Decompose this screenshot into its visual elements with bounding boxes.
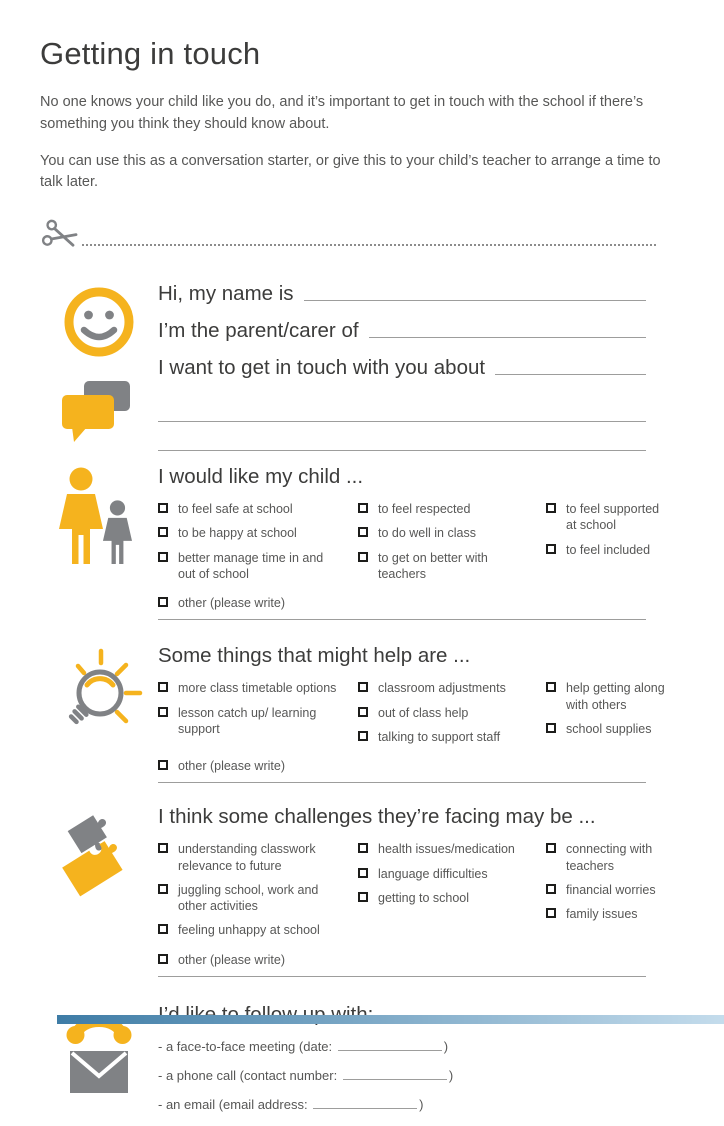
checkbox[interactable]	[358, 892, 368, 902]
followup-label: - a phone call (contact number:	[158, 1067, 341, 1083]
section-divider	[158, 976, 646, 977]
greeting-field-topic	[158, 356, 646, 380]
checkbox[interactable]	[158, 884, 168, 894]
dotted-cut-line	[82, 244, 656, 246]
checkbox-grid	[158, 501, 684, 590]
checkbox-option[interactable]	[358, 705, 546, 721]
checkbox-label: understanding classwork relevance to future	[178, 842, 316, 873]
extra-write-line-1[interactable]	[158, 393, 646, 422]
checkbox-column	[546, 501, 684, 590]
other-option-row	[158, 758, 684, 774]
checkbox-column	[358, 680, 546, 753]
followup-option	[158, 1097, 684, 1112]
challenges-section	[40, 805, 684, 977]
checkbox-grid	[158, 841, 684, 946]
checkbox[interactable]	[358, 682, 368, 692]
checkbox-grid	[158, 680, 684, 753]
section-heading: I would like my child ...	[158, 465, 364, 488]
checkbox-label: to do well in class	[378, 526, 476, 541]
parent-carer-write-line[interactable]	[369, 337, 646, 338]
intro-paragraph-2: You can use this as a conversation starter, or give this to your child’s teacher to arrange a time to talk later.	[40, 152, 661, 191]
checkbox-option[interactable]	[358, 866, 546, 882]
followup-suffix: )	[448, 1067, 454, 1083]
checkbox-label: to feel included	[566, 542, 651, 557]
checkbox-label: to feel supported at school	[566, 502, 660, 533]
checkbox[interactable]	[158, 707, 168, 717]
checkbox[interactable]	[358, 868, 368, 878]
checkbox[interactable]	[158, 682, 168, 692]
checkbox-option[interactable]	[158, 680, 358, 696]
checkbox-label: health issues/medication	[378, 842, 515, 857]
checkbox-column	[158, 501, 358, 590]
puzzle-pieces-icon	[40, 805, 158, 977]
checkbox-label: school supplies	[566, 721, 652, 736]
checkbox-column	[546, 841, 684, 946]
topic-write-line[interactable]	[495, 374, 646, 375]
followup-suffix: )	[443, 1038, 449, 1054]
checkbox[interactable]	[158, 843, 168, 853]
checkbox-label: connecting with teachers	[566, 842, 653, 873]
scissors-icon	[42, 220, 80, 259]
followup-label: - an email (email address:	[158, 1096, 312, 1112]
checkbox[interactable]	[546, 682, 556, 692]
checkbox[interactable]	[358, 843, 368, 853]
checkbox[interactable]	[546, 544, 556, 554]
checkbox-column	[158, 841, 358, 946]
checkbox[interactable]	[546, 908, 556, 918]
chat-bubbles-icon	[62, 381, 136, 450]
checkbox[interactable]	[358, 503, 368, 513]
intro-paragraph-1: No one knows your child like you do, and it’s important to get in touch with the school if there’s something you think they should know about.	[40, 94, 644, 132]
checkbox-label: juggling school, work and other activities	[178, 882, 319, 913]
checkbox[interactable]	[158, 527, 168, 537]
checkbox[interactable]	[158, 597, 168, 607]
page-title: Getting in touch	[40, 36, 261, 71]
child-wishes-section	[40, 465, 684, 620]
checkbox-label: talking to support staff	[378, 729, 501, 744]
followup-write-line[interactable]	[313, 1097, 417, 1109]
checkbox-option[interactable]	[158, 550, 358, 583]
checkbox-label: other (please write)	[178, 596, 285, 610]
checkbox-option[interactable]	[158, 525, 358, 541]
checkbox-label: to be happy at school	[178, 526, 297, 541]
followup-write-line[interactable]	[343, 1068, 447, 1080]
section-divider	[158, 619, 646, 620]
checkbox[interactable]	[546, 503, 556, 513]
checkbox-label: classroom adjustments	[378, 681, 506, 696]
checkbox-option[interactable]	[358, 550, 546, 583]
greeting-field-parent-carer	[158, 319, 646, 343]
checkbox-label: to feel respected	[378, 502, 471, 516]
checkbox-label: out of class help	[378, 705, 469, 720]
checkbox-option[interactable]	[546, 680, 684, 713]
checkbox-option[interactable]	[158, 705, 358, 738]
checkbox-option[interactable]	[158, 922, 358, 938]
checkbox-option[interactable]	[546, 882, 684, 898]
greeting-section	[40, 282, 684, 451]
parent-child-icon	[40, 465, 158, 620]
field-label: I’m the parent/carer of	[158, 319, 359, 342]
checkbox-column	[158, 680, 358, 753]
followup-suffix: )	[419, 1096, 424, 1112]
checkbox-option[interactable]	[158, 882, 358, 915]
checkbox[interactable]	[158, 760, 168, 770]
checkbox[interactable]	[358, 527, 368, 537]
other-option-row	[158, 952, 684, 968]
checkbox-option[interactable]	[158, 595, 684, 611]
checkbox-option[interactable]	[158, 758, 684, 774]
checkbox[interactable]	[546, 884, 556, 894]
checkbox-option[interactable]	[358, 729, 546, 745]
checkbox-option[interactable]	[358, 841, 546, 857]
checkbox-column	[546, 680, 684, 753]
checkbox-label: getting to school	[378, 890, 470, 905]
cut-here-line	[42, 220, 684, 254]
checkbox[interactable]	[358, 731, 368, 741]
section-divider	[158, 782, 646, 783]
followup-write-line[interactable]	[338, 1039, 442, 1051]
checkbox-label: language difficulties	[378, 866, 488, 881]
followup-label: - a face-to-face meeting (date:	[158, 1038, 336, 1054]
checkbox-label: lesson catch up/ learning support	[178, 705, 317, 736]
greeting-fields	[158, 282, 684, 451]
checkbox-label: other (please write)	[178, 759, 285, 773]
greeting-field-name	[158, 282, 646, 306]
checkbox[interactable]	[158, 503, 168, 513]
checkbox[interactable]	[358, 552, 368, 562]
checkbox[interactable]	[546, 843, 556, 853]
checkbox-label: better manage time in and out of school	[178, 550, 324, 581]
checkbox-option[interactable]	[546, 721, 684, 737]
extra-write-line-2[interactable]	[158, 422, 646, 451]
checkbox-label: financial worries	[566, 882, 656, 897]
name-write-line[interactable]	[304, 300, 646, 301]
checkbox[interactable]	[158, 954, 168, 964]
checkbox-column	[358, 501, 546, 590]
section-heading: Some things that might help are ...	[158, 644, 471, 668]
checkbox-option[interactable]	[158, 501, 358, 517]
checkbox-option[interactable]	[158, 841, 358, 874]
footer-accent-bar	[57, 1015, 724, 1024]
followup-option	[158, 1039, 684, 1054]
section-heading: I think some challenges they’re facing may be ...	[158, 805, 596, 829]
checkbox-label: family issues	[566, 907, 638, 921]
checkbox-option[interactable]	[546, 841, 684, 874]
checkbox-label: to feel safe at school	[178, 502, 293, 516]
checkbox-label: more class timetable options	[178, 681, 337, 696]
help-section	[40, 644, 684, 783]
checkbox-option[interactable]	[358, 501, 546, 517]
checkbox-option[interactable]	[358, 890, 546, 906]
checkbox-label: help getting along with others	[566, 681, 665, 712]
lightbulb-icon	[40, 644, 158, 783]
checkbox[interactable]	[546, 723, 556, 733]
checkbox-option[interactable]	[158, 952, 684, 968]
followup-option	[158, 1068, 684, 1083]
other-option-row	[158, 595, 684, 611]
checkbox-option[interactable]	[358, 680, 546, 696]
checkbox-column	[358, 841, 546, 946]
checkbox-option[interactable]	[546, 542, 684, 558]
checkbox-option[interactable]	[546, 501, 684, 534]
greeting-icons	[40, 282, 158, 451]
checkbox-label: feeling unhappy at school	[178, 923, 320, 938]
checkbox[interactable]	[358, 707, 368, 717]
checkbox-option[interactable]	[358, 525, 546, 541]
checkbox[interactable]	[158, 924, 168, 934]
field-label: Hi, my name is	[158, 282, 294, 305]
checkbox-label: to get on better with teachers	[378, 550, 488, 581]
checkbox-option[interactable]	[546, 906, 684, 922]
followup-options	[158, 1039, 684, 1112]
checkbox[interactable]	[158, 552, 168, 562]
field-label: I want to get in touch with you about	[158, 356, 486, 379]
smiley-face-icon	[61, 284, 137, 365]
checkbox-label: other (please write)	[178, 952, 285, 967]
